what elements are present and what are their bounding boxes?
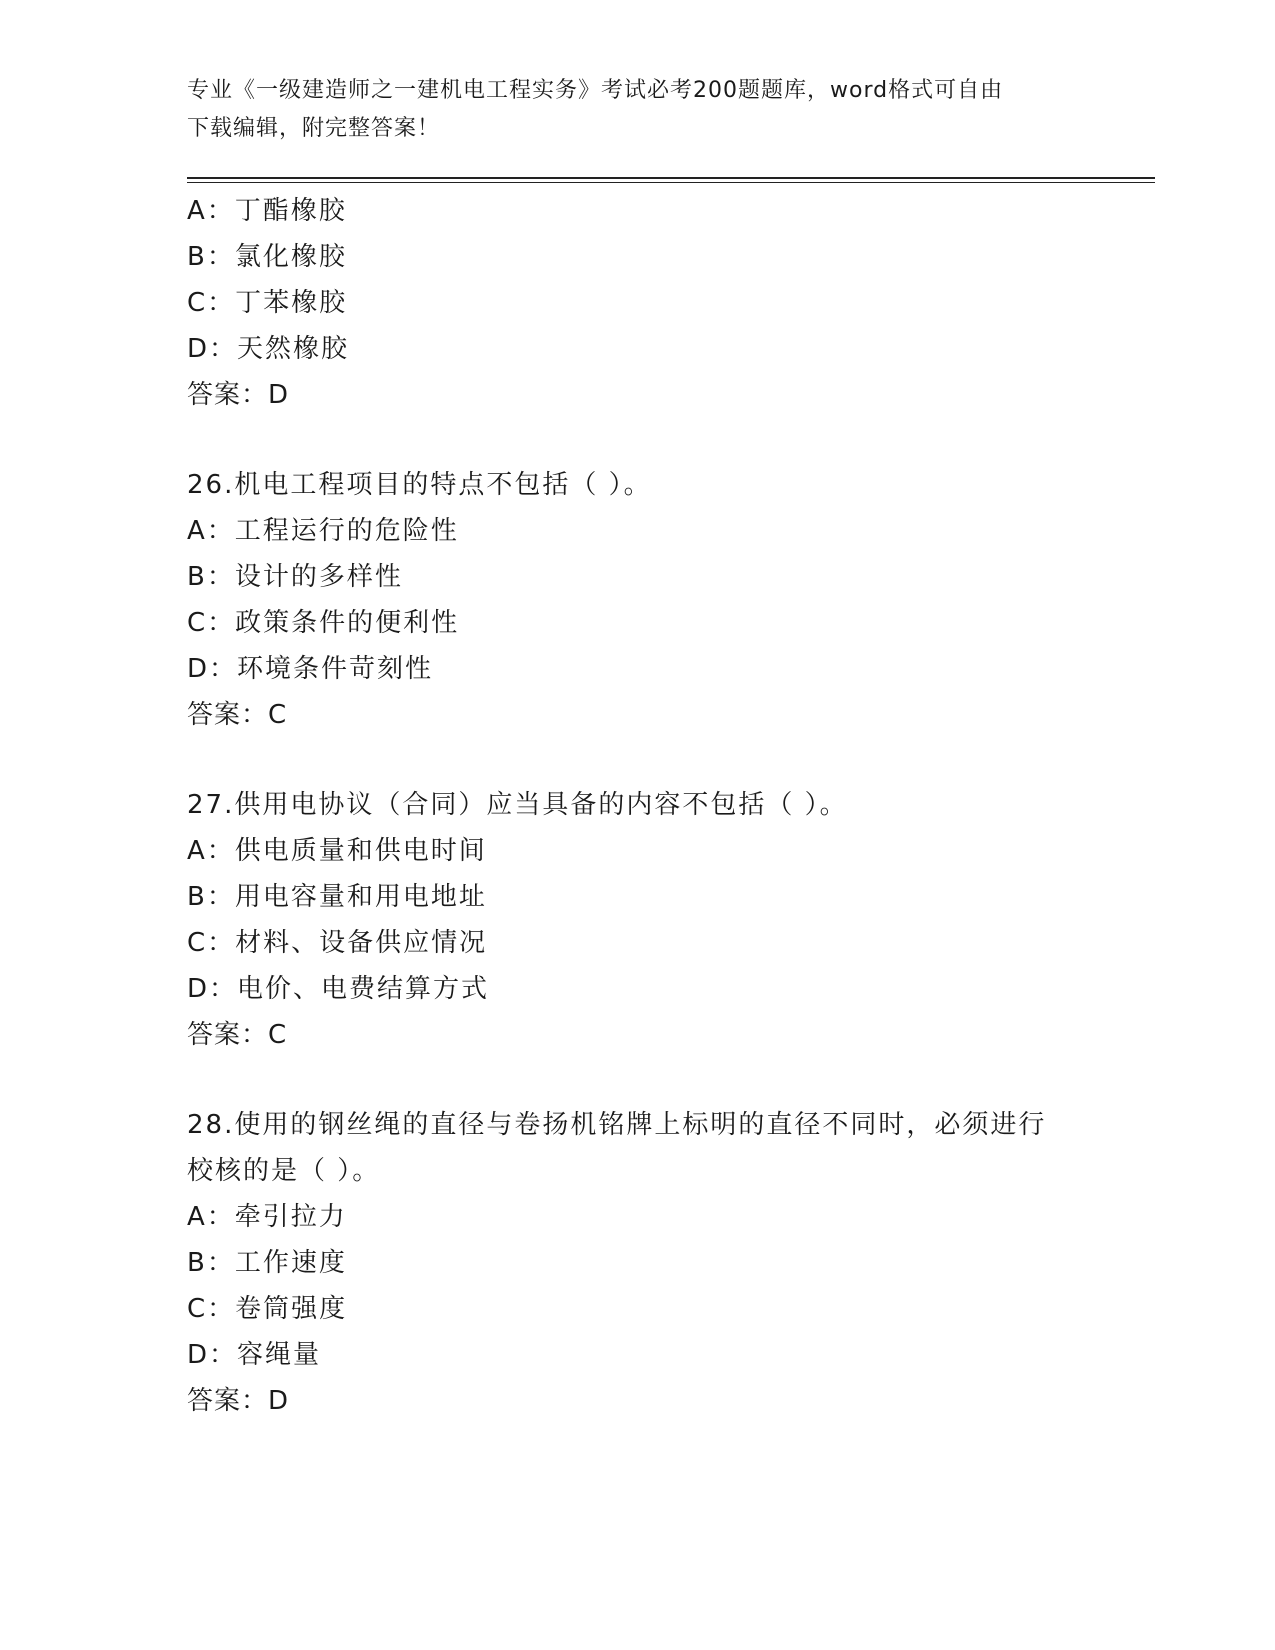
option-a: A：工程运行的危险性 bbox=[187, 516, 459, 546]
option-d: D：天然橡胶 bbox=[187, 334, 350, 364]
question-28 bbox=[187, 1102, 1087, 1424]
option-b: B：用电容量和用电地址 bbox=[187, 882, 487, 912]
question-list bbox=[187, 188, 1087, 1424]
document-header-note bbox=[187, 72, 1087, 148]
option-c: C：政策条件的便利性 bbox=[187, 608, 460, 638]
answer-line: 答案：D bbox=[187, 380, 290, 410]
answer-line: 答案：C bbox=[187, 1020, 288, 1050]
option-d: D：电价、电费结算方式 bbox=[187, 974, 490, 1004]
header-note-line-2: 下载编辑，附完整答案！ bbox=[187, 116, 441, 141]
answer-line: 答案：D bbox=[187, 1386, 290, 1416]
header-divider-thin bbox=[187, 182, 1155, 183]
question-stem: 26.机电工程项目的特点不包括（ ）。 bbox=[187, 470, 652, 500]
option-a: A：丁酯橡胶 bbox=[187, 196, 347, 226]
header-note-line-1: 专业《一级建造师之一建机电工程实务》考试必考200题题库，word格式可自由 bbox=[187, 78, 1004, 103]
option-c: C：丁苯橡胶 bbox=[187, 288, 348, 318]
question-spacer bbox=[187, 1058, 1087, 1102]
question-27 bbox=[187, 782, 1087, 1058]
option-b: B：工作速度 bbox=[187, 1248, 347, 1278]
option-d: D：环境条件苛刻性 bbox=[187, 654, 434, 684]
question-26 bbox=[187, 462, 1087, 738]
option-a: A：牵引拉力 bbox=[187, 1202, 347, 1232]
question-spacer bbox=[187, 418, 1087, 462]
answer-line: 答案：C bbox=[187, 700, 288, 730]
option-b: B：氯化橡胶 bbox=[187, 242, 347, 272]
option-a: A：供电质量和供电时间 bbox=[187, 836, 487, 866]
option-c: C：卷筒强度 bbox=[187, 1294, 348, 1324]
option-b: B：设计的多样性 bbox=[187, 562, 403, 592]
option-c: C：材料、设备供应情况 bbox=[187, 928, 488, 958]
option-d: D：容绳量 bbox=[187, 1340, 322, 1370]
question-stem-line-2: 校核的是（ ）。 bbox=[187, 1156, 381, 1186]
question-25 bbox=[187, 188, 1087, 418]
question-spacer bbox=[187, 738, 1087, 782]
header-divider-thick bbox=[187, 177, 1155, 179]
question-stem-line-1: 28.使用的钢丝绳的直径与卷扬机铭牌上标明的直径不同时，必须进行 bbox=[187, 1110, 1047, 1140]
question-stem: 27.供用电协议（合同）应当具备的内容不包括（ ）。 bbox=[187, 790, 848, 820]
